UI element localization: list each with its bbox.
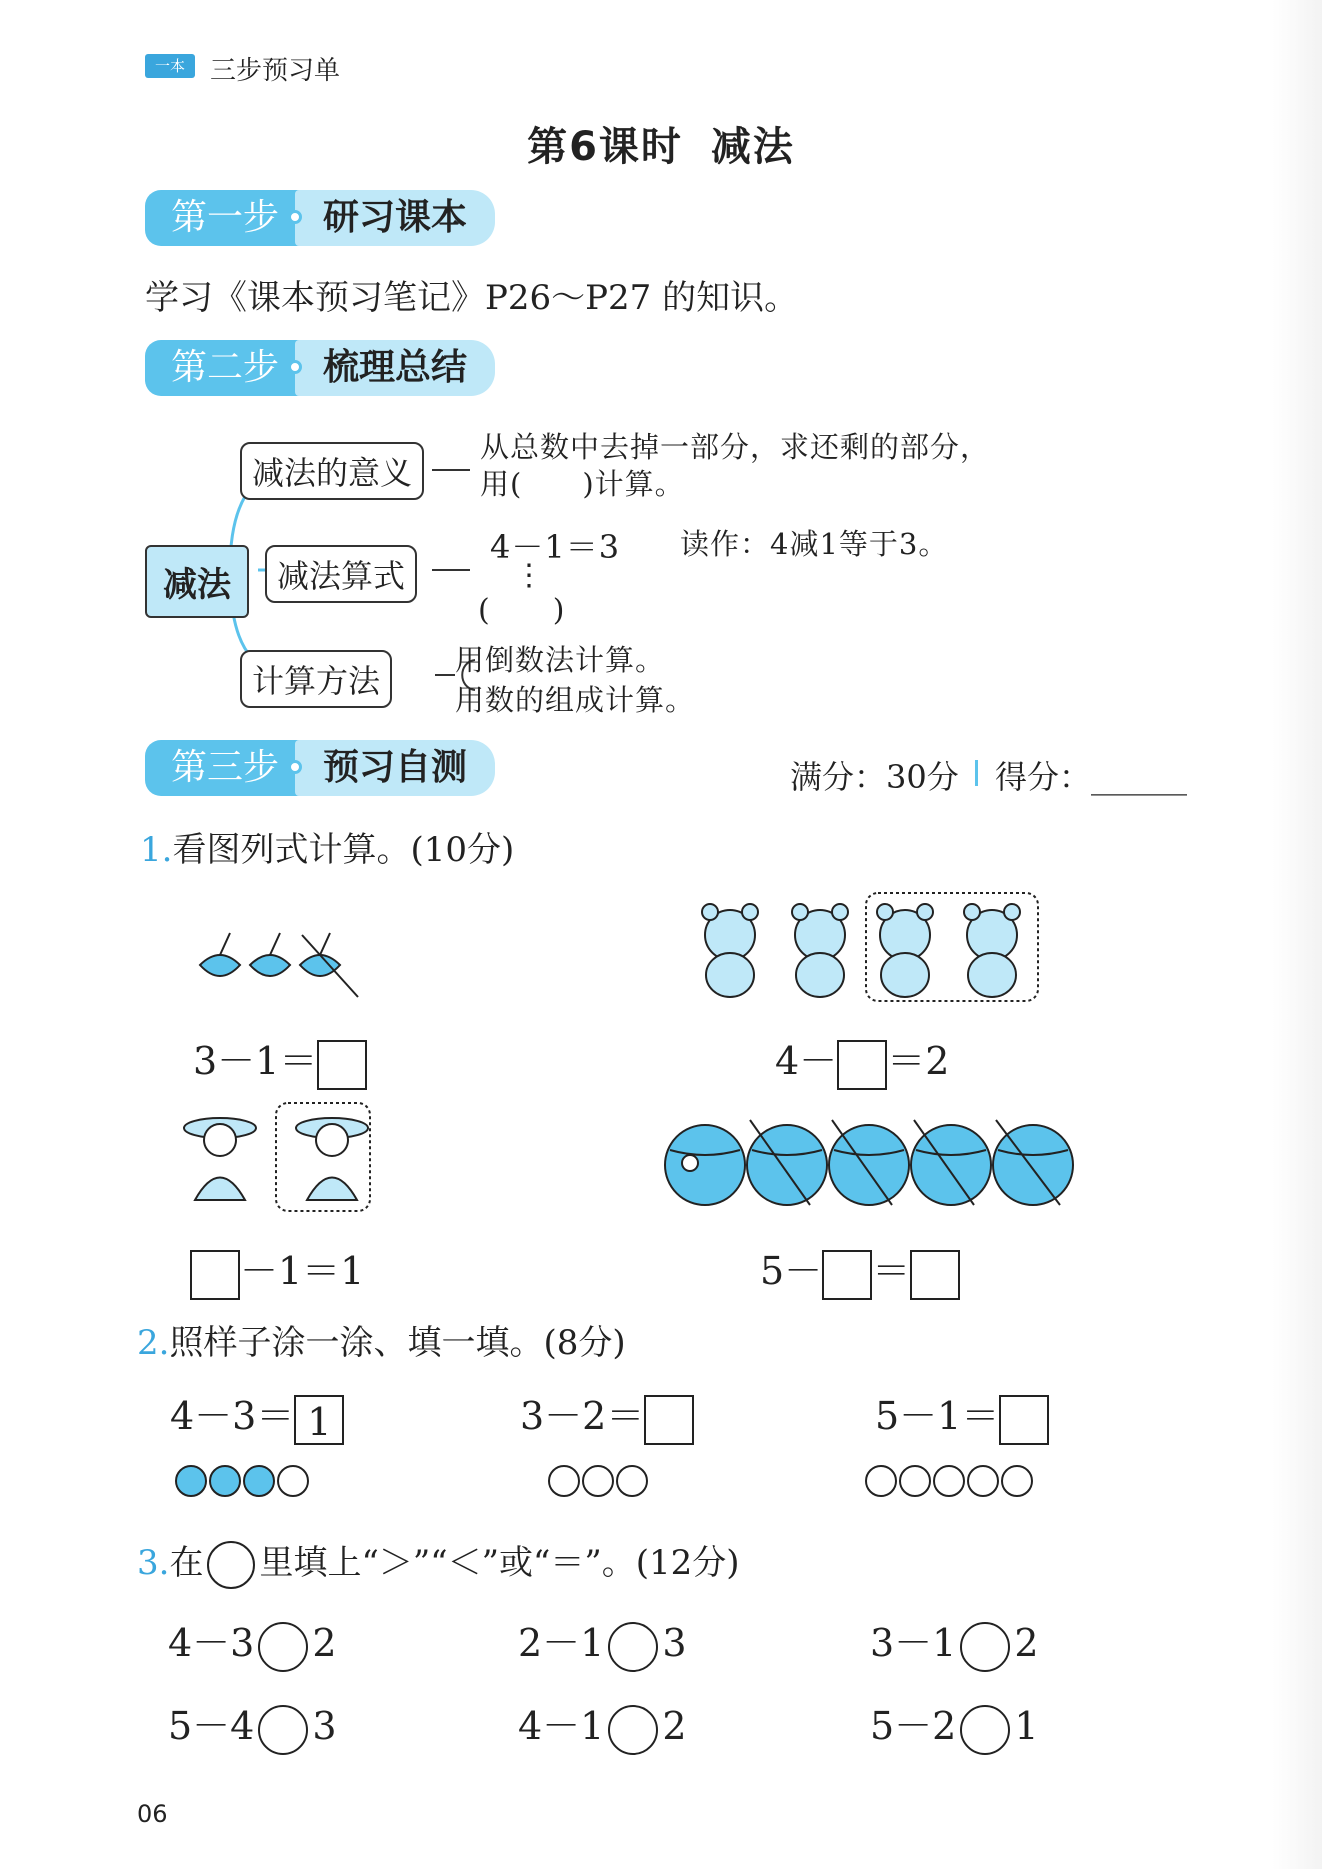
q2-circle[interactable] bbox=[209, 1465, 241, 1497]
q2-circle[interactable] bbox=[865, 1465, 897, 1497]
method-1: 用倒数法计算。 bbox=[455, 643, 666, 677]
step3-banner bbox=[145, 740, 505, 796]
bears-picture bbox=[700, 890, 1040, 1005]
q1-eq3-answer-box[interactable] bbox=[190, 1250, 240, 1300]
meaning-note-1: 从总数中去掉一部分，求还剩的部分， bbox=[480, 430, 991, 464]
q1-eq4-mid: ＝ bbox=[872, 1249, 911, 1293]
q1-eq4 bbox=[760, 1240, 960, 1300]
q3-item-6-right: 1 bbox=[1014, 1704, 1039, 1748]
q2-circle[interactable] bbox=[1001, 1465, 1033, 1497]
score-field[interactable]: 得分：______ bbox=[995, 758, 1188, 796]
q3-item-4-right: 3 bbox=[312, 1704, 337, 1748]
q2-item-2-circles bbox=[548, 1465, 650, 1501]
q3-circle-sample bbox=[207, 1541, 255, 1589]
step2-banner bbox=[145, 340, 505, 396]
page-edge bbox=[1272, 0, 1322, 1869]
q3-number: 3. bbox=[137, 1543, 170, 1583]
step3-dot bbox=[288, 760, 302, 774]
q3-item-5-circle[interactable] bbox=[608, 1705, 658, 1755]
q3-text-b: 里填上“＞”“＜”或“＝”。(12分) bbox=[259, 1543, 740, 1583]
q2-item-3-circles bbox=[865, 1465, 1035, 1501]
brand-name: 三步预习单 bbox=[210, 56, 341, 86]
step3-label: 第三步 bbox=[145, 740, 305, 796]
full-score: 满分：30分 bbox=[790, 758, 959, 796]
q2-item-1-eq: 4－3＝ bbox=[170, 1394, 295, 1438]
q3-item-2 bbox=[518, 1612, 687, 1672]
q2-item-1-answer-box[interactable]: 1 bbox=[294, 1395, 344, 1445]
q3-title bbox=[137, 1535, 740, 1589]
q2-circle[interactable] bbox=[175, 1465, 207, 1497]
q1-eq2-answer-box[interactable] bbox=[837, 1040, 887, 1090]
q2-item-1-circles bbox=[175, 1465, 311, 1501]
q3-item-1-right: 2 bbox=[312, 1621, 337, 1665]
q1-eq4-answer-box-2[interactable] bbox=[910, 1250, 960, 1300]
q2-item-3-eq: 5－1＝ bbox=[875, 1394, 1000, 1438]
brand-logo: 一本 bbox=[145, 54, 195, 78]
q3-item-4 bbox=[168, 1695, 337, 1755]
mindmap-root: 减法 bbox=[145, 545, 249, 618]
method-2: 用数的组成计算。 bbox=[455, 683, 696, 717]
q3-item-1-left: 4－3 bbox=[168, 1621, 255, 1665]
page-number: 06 bbox=[137, 1800, 168, 1828]
q2-title bbox=[137, 1315, 626, 1364]
q2-circle[interactable] bbox=[899, 1465, 931, 1497]
q1-eq4-answer-box-1[interactable] bbox=[822, 1250, 872, 1300]
q3-item-4-circle[interactable] bbox=[258, 1705, 308, 1755]
q3-item-6 bbox=[870, 1695, 1039, 1755]
q2-item-2 bbox=[520, 1385, 694, 1445]
q3-item-2-circle[interactable] bbox=[608, 1622, 658, 1672]
q1-eq3-right: －1＝1 bbox=[240, 1249, 365, 1293]
q2-number: 2. bbox=[137, 1323, 170, 1363]
q3-item-3 bbox=[870, 1612, 1039, 1672]
q3-item-2-right: 3 bbox=[662, 1621, 687, 1665]
step2-name: 梳理总结 bbox=[295, 340, 495, 396]
q2-circle[interactable] bbox=[548, 1465, 580, 1497]
q1-eq1-text: 3－1＝ bbox=[193, 1039, 318, 1083]
q3-text-a: 在 bbox=[169, 1543, 204, 1583]
q2-circle[interactable] bbox=[582, 1465, 614, 1497]
step1-dot bbox=[288, 210, 302, 224]
q3-item-3-right: 2 bbox=[1014, 1621, 1039, 1665]
meaning-note-2: 用( )计算。 bbox=[480, 467, 685, 501]
q2-circle[interactable] bbox=[277, 1465, 309, 1497]
q3-item-1-circle[interactable] bbox=[258, 1622, 308, 1672]
score-divider bbox=[975, 760, 978, 786]
q3-item-1 bbox=[168, 1612, 337, 1672]
q1-eq1 bbox=[193, 1030, 367, 1090]
q2-item-1 bbox=[170, 1385, 344, 1445]
spinning-tops-picture bbox=[190, 925, 370, 1000]
mindmap-method: 计算方法 bbox=[240, 650, 392, 708]
q2-circle[interactable] bbox=[967, 1465, 999, 1497]
q1-eq3 bbox=[190, 1240, 364, 1300]
beach-balls-picture bbox=[660, 1115, 1080, 1215]
q2-text: 照样子涂一涂、填一填。(8分) bbox=[169, 1323, 626, 1363]
q2-item-3 bbox=[875, 1385, 1049, 1445]
mindmap-formula: 减法算式 bbox=[265, 545, 417, 603]
dolls-picture bbox=[180, 1100, 380, 1215]
q1-eq2 bbox=[775, 1030, 949, 1090]
q2-item-2-eq: 3－2＝ bbox=[520, 1394, 645, 1438]
step2-dot bbox=[288, 360, 302, 374]
step1-text: 学习《课本预习笔记》P26～P27 的知识。 bbox=[145, 278, 799, 318]
q2-circle[interactable] bbox=[933, 1465, 965, 1497]
q1-text: 看图列式计算。(10分) bbox=[172, 830, 515, 870]
formula-dots: ⋮ bbox=[514, 558, 545, 593]
mindmap-meaning: 减法的意义 bbox=[240, 442, 424, 500]
step1-banner bbox=[145, 190, 505, 246]
q3-item-5-right: 2 bbox=[662, 1704, 687, 1748]
q3-item-2-left: 2－1 bbox=[518, 1621, 605, 1665]
lesson-topic: 减法 bbox=[710, 124, 795, 170]
lesson-number: 第6课时 bbox=[527, 124, 683, 170]
q3-item-5-left: 4－1 bbox=[518, 1704, 605, 1748]
q2-item-3-answer-box[interactable] bbox=[999, 1395, 1049, 1445]
step1-name: 研习课本 bbox=[295, 190, 495, 246]
q3-item-6-circle[interactable] bbox=[960, 1705, 1010, 1755]
q1-eq4-left: 5－ bbox=[760, 1249, 823, 1293]
q1-eq2-left: 4－ bbox=[775, 1039, 838, 1083]
q2-item-2-answer-box[interactable] bbox=[644, 1395, 694, 1445]
q3-item-6-left: 5－2 bbox=[870, 1704, 957, 1748]
formula-example: 4－1＝3 bbox=[490, 528, 621, 566]
step2-label: 第二步 bbox=[145, 340, 305, 396]
q3-item-3-circle[interactable] bbox=[960, 1622, 1010, 1672]
step1-label: 第一步 bbox=[145, 190, 305, 246]
step3-name: 预习自测 bbox=[295, 740, 495, 796]
q3-item-4-left: 5－4 bbox=[168, 1704, 255, 1748]
q3-item-5 bbox=[518, 1695, 687, 1755]
formula-blank: ( ) bbox=[478, 593, 566, 628]
q2-circle[interactable] bbox=[616, 1465, 648, 1497]
q1-eq1-answer-box[interactable] bbox=[317, 1040, 367, 1090]
formula-read: 读作：4减1等于3。 bbox=[680, 527, 949, 561]
page-title bbox=[0, 115, 1322, 172]
q1-eq2-right: ＝2 bbox=[887, 1039, 950, 1083]
q3-item-3-left: 3－1 bbox=[870, 1621, 957, 1665]
q1-title bbox=[140, 822, 514, 871]
q2-circle[interactable] bbox=[243, 1465, 275, 1497]
q1-number: 1. bbox=[140, 830, 173, 870]
